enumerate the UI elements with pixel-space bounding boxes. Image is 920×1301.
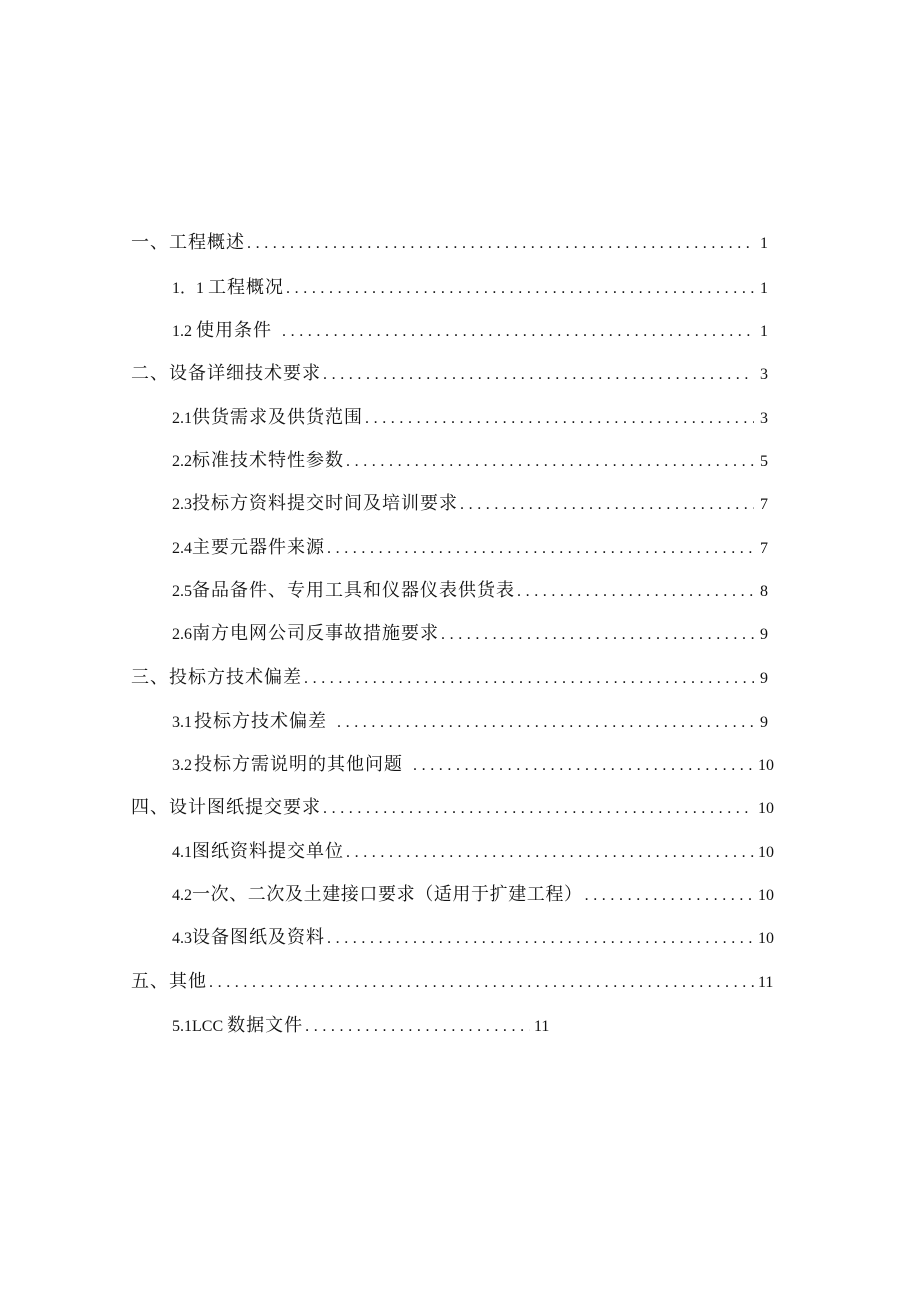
toc-entry-title: 一次、二次及土建接口要求（适用于扩建工程） xyxy=(192,884,583,905)
toc-entry-page: 11 xyxy=(758,974,774,991)
toc-entry-number: 4.1 xyxy=(172,844,192,861)
toc-entry-page: 10 xyxy=(758,887,774,904)
toc-entry-title: 供货需求及供货范围 xyxy=(192,407,363,428)
dot-leader xyxy=(441,620,754,650)
toc-entry-number: 2.5 xyxy=(172,583,192,600)
toc-entry[interactable] xyxy=(131,967,774,997)
toc-entry-title: 二、设备详细技术要求 xyxy=(131,363,321,384)
toc-entry[interactable] xyxy=(172,273,768,303)
toc-entry-title: 四、设计图纸提交要求 xyxy=(131,797,321,818)
toc-entry[interactable] xyxy=(172,707,768,737)
toc-entry-page: 7 xyxy=(760,540,768,557)
dot-leader xyxy=(460,490,754,520)
toc-entry[interactable] xyxy=(172,750,774,780)
toc-entry-number: 3.2 xyxy=(172,757,192,774)
toc-entry-page: 3 xyxy=(760,366,768,383)
toc-entry-page: 11 xyxy=(534,1018,550,1035)
dot-leader xyxy=(346,447,754,477)
toc-entry-page: 1 xyxy=(760,323,768,340)
toc-entry-number: 3.1 xyxy=(172,714,192,731)
toc-entry-number: 1.2 xyxy=(172,323,192,340)
toc-entry-page: 1 xyxy=(760,280,768,297)
toc-entry[interactable] xyxy=(172,619,768,649)
toc-entry-page: 10 xyxy=(758,844,774,861)
toc-entry[interactable] xyxy=(172,533,768,563)
toc-entry-page: 10 xyxy=(758,930,774,947)
dot-leader xyxy=(209,968,754,998)
toc-entry-page: 7 xyxy=(760,496,768,513)
dot-leader xyxy=(323,360,754,390)
toc-entry[interactable] xyxy=(172,880,774,910)
toc-entry[interactable] xyxy=(172,1011,550,1041)
toc-entry-title: 一、工程概述 xyxy=(131,232,245,253)
dot-leader xyxy=(365,404,754,434)
toc-entry[interactable] xyxy=(131,228,768,258)
toc-entry-page: 10 xyxy=(758,800,774,817)
toc-entry[interactable] xyxy=(131,359,768,389)
toc-entry-number: 2.3 xyxy=(172,496,192,513)
toc-entry-title: 数据文件 xyxy=(227,1015,304,1036)
dot-leader xyxy=(286,274,754,304)
toc-entry-number: 2.2 xyxy=(172,453,192,470)
toc-entry-page: 8 xyxy=(760,583,768,600)
toc-entry-title: 备品备件、专用工具和仪器仪表供货表 xyxy=(192,580,515,601)
toc-entry-page: 5 xyxy=(760,453,768,470)
dot-leader xyxy=(413,751,754,781)
toc-entry-page: 9 xyxy=(760,670,768,687)
toc-entry-number: 2.4 xyxy=(172,540,192,557)
toc-entry-page: 3 xyxy=(760,410,768,427)
dot-leader xyxy=(282,317,754,347)
toc-entry-number: 2.6 xyxy=(172,626,192,643)
toc-entry-title: 投标方技术偏差 xyxy=(194,711,327,732)
toc-entry-title: 投标方资料提交时间及培训要求 xyxy=(192,493,458,514)
toc-entry-page: 9 xyxy=(760,714,768,731)
toc-entry-title: 标准技术特性参数 xyxy=(192,450,344,471)
toc-entry-number: 4.2 xyxy=(172,887,192,904)
toc-entry-number: 4.3 xyxy=(172,930,192,947)
toc-entry-title: 投标方需说明的其他问题 xyxy=(194,754,403,775)
toc-entry-title: 五、其他 xyxy=(131,971,207,992)
dot-leader xyxy=(247,229,754,259)
toc-entry[interactable] xyxy=(172,316,768,346)
toc-entry[interactable] xyxy=(172,576,768,606)
toc-entry[interactable] xyxy=(172,837,774,867)
dot-leader xyxy=(346,838,754,868)
toc-entry-page: 9 xyxy=(760,626,768,643)
dot-leader xyxy=(327,534,754,564)
toc-entry[interactable] xyxy=(131,663,768,693)
toc-entry-number: 1．1 xyxy=(172,280,205,297)
toc-entry-title: 主要元器件来源 xyxy=(192,537,325,558)
toc-entry-title: 三、投标方技术偏差 xyxy=(131,667,302,688)
toc-entry[interactable] xyxy=(131,793,774,823)
toc-entry[interactable] xyxy=(172,446,768,476)
toc-entry-title: 工程概况 xyxy=(208,277,285,298)
dot-leader xyxy=(337,708,754,738)
toc-entry-number: 5.1LCC xyxy=(172,1018,224,1035)
toc-entry-page: 10 xyxy=(758,757,774,774)
toc-entry-page: 1 xyxy=(760,235,768,252)
dot-leader xyxy=(305,1012,530,1042)
toc-entry-number: 2.1 xyxy=(172,410,192,427)
dot-leader xyxy=(323,794,754,824)
toc-entry-title: 设备图纸及资料 xyxy=(192,927,325,948)
toc-entry[interactable] xyxy=(172,403,768,433)
toc-entry-title: 南方电网公司反事故措施要求 xyxy=(192,623,439,644)
toc-entry-title: 使用条件 xyxy=(196,320,272,341)
toc-entry-title: 图纸资料提交单位 xyxy=(192,841,344,862)
dot-leader xyxy=(585,881,754,911)
toc-entry[interactable] xyxy=(172,923,774,953)
dot-leader xyxy=(304,664,754,694)
toc-entry[interactable] xyxy=(172,489,768,519)
dot-leader xyxy=(517,577,754,607)
dot-leader xyxy=(327,924,754,954)
